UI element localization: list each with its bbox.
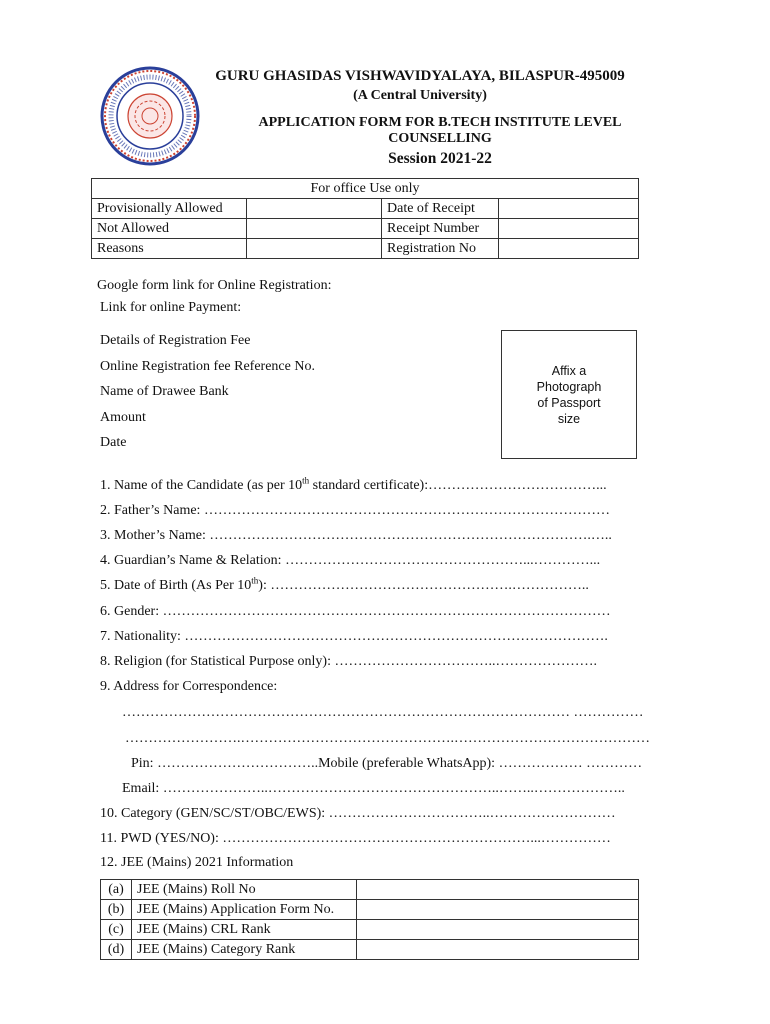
office-heading: For office Use only [92,179,639,199]
fee-date-label: Date [100,435,127,450]
dob-sup: th [251,575,259,586]
provisionally-allowed-label: Provisionally Allowed [92,199,247,219]
mother-name-field[interactable]: 3. Mother’s Name: ……………………………………………………………………….….. [100,528,612,543]
nationality-field[interactable]: 7. Nationality: ………………………………………………………………………………. [100,629,608,644]
jee-value-application-no[interactable] [357,900,639,920]
category-field[interactable]: 10. Category (GEN/SC/ST/OBC/EWS): ……………………………..……………………… [100,806,616,821]
jee-table [100,879,639,960]
form-title-line2: COUNSELLING [388,131,492,146]
table-row [101,900,639,920]
address-line2[interactable]: …………………….……………………………………….…………………………………… [125,731,650,746]
religion-field[interactable]: 8. Religion (for Statistical Purpose only): ……………………………..…………………. [100,654,597,669]
address-label: 9. Address for Correspondence: [100,679,278,694]
university-logo [100,66,200,166]
university-name: GURU GHASIDAS VISHWAVIDYALAYA, BILASPUR-495009 [215,68,625,84]
table-row [101,880,639,900]
jee-idx: (d) [101,940,132,960]
jee-value-roll-no[interactable] [357,880,639,900]
candidate-name-label: 1. Name of the Candidate (as per 10 [100,478,303,493]
jee-heading: 12. JEE (Mains) 2021 Information [100,855,294,870]
date-of-receipt-label: Date of Receipt [382,199,499,219]
gender-field[interactable]: 6. Gender: …………………………………………………………………………………… [100,604,611,619]
candidate-name-dots: standard certificate):………………………………... [309,478,607,493]
drawee-bank-label: Name of Drawee Bank [100,384,229,399]
email-field[interactable]: Email: …………………..…………………………………………..……..……………….. [122,781,625,796]
jee-label: JEE (Mains) Category Rank [132,940,357,960]
jee-idx: (a) [101,880,132,900]
receipt-number-value[interactable] [499,219,639,239]
jee-label: JEE (Mains) Roll No [132,880,357,900]
receipt-number-label: Receipt Number [382,219,499,239]
reasons-label: Reasons [92,239,247,259]
jee-idx: (b) [101,900,132,920]
office-use-table [91,178,639,259]
jee-value-crl-rank[interactable] [357,920,639,940]
not-allowed-label: Not Allowed [92,219,247,239]
fee-reference-label: Online Registration fee Reference No. [100,359,315,374]
candidate-name-field[interactable] [100,475,607,494]
google-form-link-label: Google form link for Online Registration: [97,278,332,293]
reasons-value[interactable] [247,239,382,259]
provisionally-allowed-value[interactable] [247,199,382,219]
payment-link-label: Link for online Payment: [100,300,242,315]
photo-text-2: Photograph [536,379,602,394]
photo-text-3: of Passport [537,395,601,410]
registration-no-label: Registration No [382,239,499,259]
table-row [101,940,639,960]
photo-text-4: size [557,411,581,426]
university-subtitle: (A Central University) [353,88,487,103]
dob-dots: ): …………………………………………….…………….. [258,578,589,593]
not-allowed-value[interactable] [247,219,382,239]
father-name-field[interactable]: 2. Father’s Name: …………………………………………………………………………… [100,503,610,518]
amount-label: Amount [100,410,146,425]
dob-label: 5. Date of Birth (As Per 10 [100,578,252,593]
registration-no-value[interactable] [499,239,639,259]
fee-heading: Details of Registration Fee [100,333,251,348]
date-of-receipt-value[interactable] [499,199,639,219]
pin-mobile-field[interactable]: Pin: ……………………………..Mobile (preferable WhatsApp): ……………… ………… [131,756,643,771]
session: Session 2021-22 [388,150,492,167]
dob-field[interactable] [100,575,589,594]
address-line1[interactable]: …………………………………………………………………………………… …………… [122,705,644,720]
guardian-name-field[interactable]: 4. Guardian’s Name & Relation: ……………………………………………...…………... [100,553,601,568]
jee-label: JEE (Mains) CRL Rank [132,920,357,940]
form-title-line1: APPLICATION FORM FOR B.TECH INSTITUTE LEVEL [258,115,622,130]
jee-label: JEE (Mains) Application Form No. [132,900,357,920]
jee-value-category-rank[interactable] [357,940,639,960]
photo-text-1: Affix a [551,363,587,378]
table-row [101,920,639,940]
jee-idx: (c) [101,920,132,940]
photo-box[interactable] [501,330,637,459]
candidate-name-sup: th [302,475,310,486]
pwd-field[interactable]: 11. PWD (YES/NO): …………………………………………………………...…………… [100,831,611,846]
